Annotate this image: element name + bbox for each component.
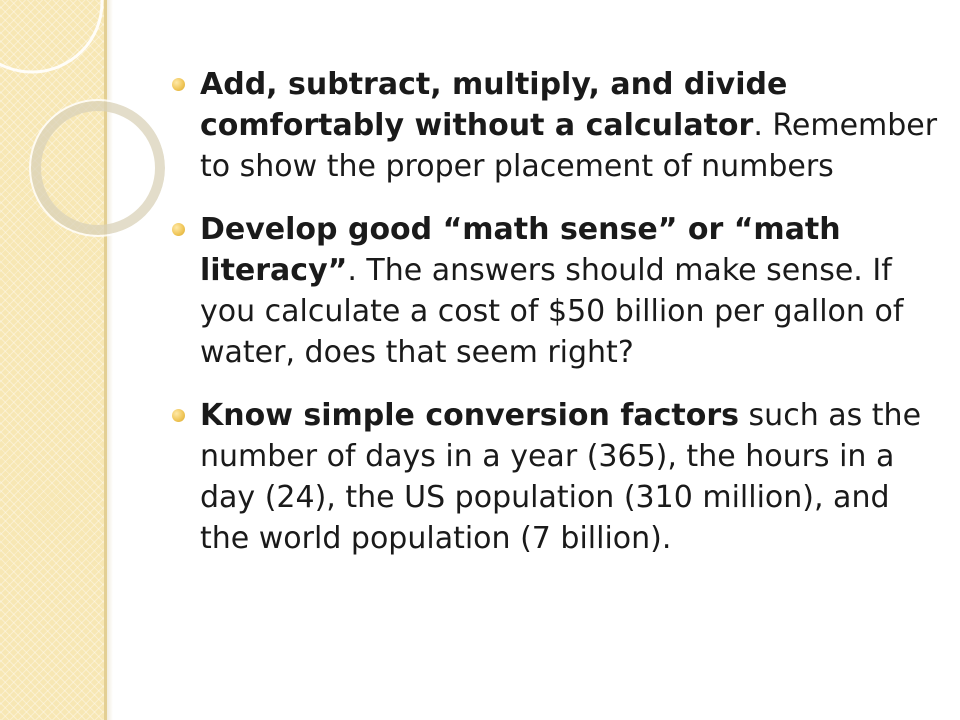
bullet-lead: Develop good “math sense” or “math literacy”	[200, 212, 841, 288]
ring-large	[36, 106, 160, 230]
bullet-icon	[172, 223, 185, 236]
bullet-text: . Remember to show the proper placement of numbers	[200, 108, 938, 184]
bullet-icon	[172, 409, 185, 422]
bullet-text: . The answers should make sense. If you calculate a cost of $50 billion per gallon of water, does that seem right?	[200, 253, 904, 370]
bullet-item-conversion-factors	[172, 395, 942, 559]
bullet-item-math-sense	[172, 209, 942, 373]
bullet-lead: Know simple conversion factors	[200, 398, 740, 433]
bullet-item-arithmetic	[172, 64, 942, 187]
decorative-rings	[0, 0, 200, 260]
bullet-lead: Add, subtract, multiply, and divide comfortably without a calculator	[200, 67, 788, 143]
slide-content	[172, 64, 942, 581]
ring-large-highlight	[30, 100, 166, 236]
bullet-text: such as the number of days in a year (365), the hours in a day (24), the US population (310 million), and the world population (7 billion).	[200, 398, 922, 556]
ring-outer-top	[0, 0, 102, 72]
bullet-list	[172, 64, 942, 559]
bullet-icon	[172, 78, 185, 91]
